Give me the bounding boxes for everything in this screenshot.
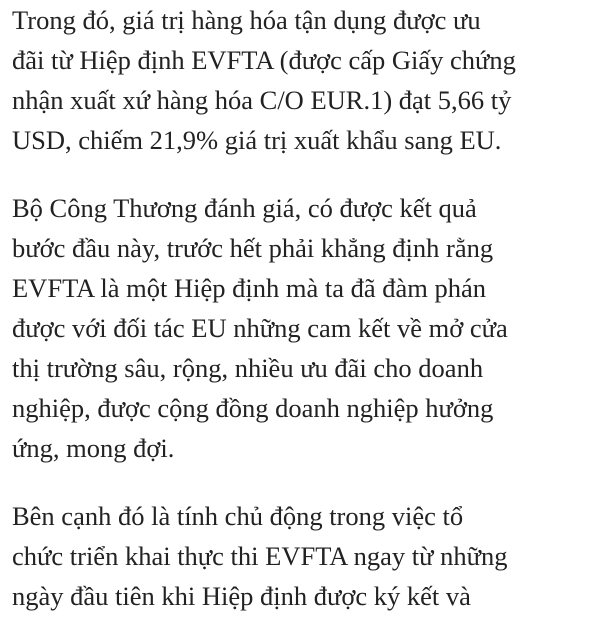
text-line: EVFTA là một Hiệp định mà ta đã đàm phán bbox=[12, 273, 487, 303]
text-line: chức triển khai thực thi EVFTA ngay từ những bbox=[12, 541, 508, 571]
text-line: được với đối tác EU những cam kết về mở cửa bbox=[12, 313, 508, 343]
article-body bbox=[12, 0, 592, 644]
text-line: đãi từ Hiệp định EVFTA (được cấp Giấy chứng bbox=[12, 45, 516, 75]
text-line: Bộ Công Thương đánh giá, có được kết quả bbox=[12, 193, 477, 223]
text-line: Bên cạnh đó là tính chủ động trong việc tổ bbox=[12, 501, 464, 531]
paragraph-3 bbox=[12, 496, 592, 616]
text-line: ngày đầu tiên khi Hiệp định được ký kết và bbox=[12, 581, 471, 611]
text-line: nhận xuất xứ hàng hóa C/O EUR.1) đạt 5,66 tỷ bbox=[12, 85, 512, 115]
text-line: nghiệp, được cộng đồng doanh nghiệp hưởng bbox=[12, 393, 494, 423]
text-line: bước đầu này, trước hết phải khẳng định rằng bbox=[12, 233, 494, 263]
text-line: thị trường sâu, rộng, nhiều ưu đãi cho doanh bbox=[12, 353, 484, 383]
text-line: Trong đó, giá trị hàng hóa tận dụng được ưu bbox=[12, 5, 481, 35]
text-line: ứng, mong đợi. bbox=[12, 433, 175, 463]
paragraph-2 bbox=[12, 188, 592, 468]
text-line: USD, chiếm 21,9% giá trị xuất khẩu sang EU. bbox=[12, 125, 502, 155]
paragraph-1 bbox=[12, 0, 592, 160]
